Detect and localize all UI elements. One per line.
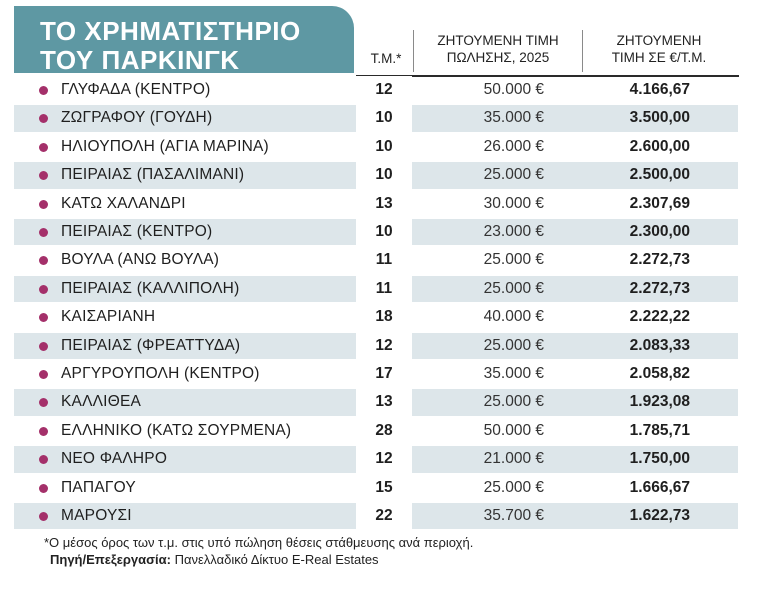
header-ppm-line-1: ΖΗΤΟΥΜΕΝΗ <box>616 33 702 48</box>
price-per-sqm: 2.083,33 <box>629 336 690 354</box>
tm-value: 17 <box>375 365 393 382</box>
price-per-sqm: 2.500,00 <box>629 166 690 184</box>
source-text: Πανελλαδικό Δίκτυο E-Real Estates <box>170 552 379 567</box>
table-row <box>0 303 778 331</box>
area-name: ΕΛΛΗΝΙΚΟ (ΚΑΤΩ ΣΟΥΡΜΕΝΑ) <box>61 421 292 439</box>
table-row <box>0 474 778 502</box>
asking-price: 35.700 € <box>483 507 544 524</box>
table-row <box>0 190 778 218</box>
header-price-line-1: ΖΗΤΟΥΜΕΝΗ ΤΙΜΗ <box>437 33 559 48</box>
price-per-sqm: 1.785,71 <box>629 421 690 439</box>
price-per-sqm: 1.622,73 <box>629 507 690 524</box>
bullet-dot-icon <box>39 86 48 95</box>
header-ppm-line-2: ΤΙΜΗ ΣΕ €/Τ.Μ. <box>611 50 707 65</box>
asking-price: 25.000 € <box>483 166 544 184</box>
asking-price: 21.000 € <box>483 450 544 468</box>
tm-value: 22 <box>375 507 393 524</box>
area-name: ΠΕΙΡΑΙΑΣ (ΚΑΛΛΙΠΟΛΗ) <box>61 279 240 297</box>
source-note <box>50 552 379 567</box>
bullet-dot-icon <box>39 200 48 209</box>
tm-value: 11 <box>375 279 393 297</box>
tm-value: 10 <box>375 109 393 127</box>
footnote: *Ο μέσος όρος των τ.μ. στις υπό πώληση θέσεις στάθμευσης ανά περιοχή. <box>44 535 474 550</box>
asking-price: 35.000 € <box>483 109 544 127</box>
price-per-sqm: 2.222,22 <box>629 308 690 326</box>
tm-value: 12 <box>375 336 393 354</box>
table-row <box>0 133 778 161</box>
area-name: ΚΑΛΛΙΘΕΑ <box>61 393 142 411</box>
tm-value: 10 <box>375 137 393 155</box>
bullet-dot-icon <box>39 228 48 237</box>
bullet-dot-icon <box>39 484 48 493</box>
tm-value: 15 <box>375 478 393 496</box>
area-name: ΑΡΓΥΡΟΥΠΟΛΗ (ΚΕΝΤΡΟ) <box>61 365 260 382</box>
header-tm: Τ.Μ.* <box>370 51 402 66</box>
tm-value: 18 <box>375 308 393 326</box>
price-per-sqm: 2.058,82 <box>629 365 690 382</box>
asking-price: 40.000 € <box>483 308 544 326</box>
bullet-dot-icon <box>39 512 48 521</box>
area-name: ΝΕΟ ΦΑΛΗΡΟ <box>61 450 168 468</box>
tm-value: 10 <box>375 166 393 184</box>
tm-value: 12 <box>375 81 393 98</box>
tm-value: 12 <box>375 450 393 468</box>
price-per-sqm: 2.272,73 <box>629 279 690 297</box>
price-per-sqm: 4.166,67 <box>629 81 690 98</box>
header-price-line-2: ΠΩΛΗΣΗΣ, 2025 <box>446 50 550 65</box>
table-row <box>0 502 778 530</box>
price-per-sqm: 1.666,67 <box>629 478 690 496</box>
asking-price: 50.000 € <box>483 421 544 439</box>
chart-title-line-2: ΤΟΥ ΠΑΡΚΙΝΓΚ <box>40 45 240 75</box>
tm-value: 10 <box>375 223 393 240</box>
area-name: ΖΩΓΡΑΦΟΥ (ΓΟΥΔΗ) <box>61 109 213 127</box>
area-name: ΠΕΙΡΑΙΑΣ (ΚΕΝΤΡΟ) <box>61 223 213 240</box>
table-row <box>0 246 778 274</box>
asking-price: 30.000 € <box>483 194 544 212</box>
tm-value: 28 <box>375 421 393 439</box>
bullet-dot-icon <box>39 342 48 351</box>
table-row <box>0 104 778 132</box>
asking-price: 50.000 € <box>483 81 544 98</box>
tm-value: 13 <box>375 194 393 212</box>
table-row <box>0 388 778 416</box>
area-name: ΜΑΡΟΥΣΙ <box>61 507 132 524</box>
table-row <box>0 275 778 303</box>
price-per-sqm: 2.272,73 <box>629 251 690 269</box>
area-name: ΗΛΙΟΥΠΟΛΗ (ΑΓΙΑ ΜΑΡΙΝΑ) <box>61 137 269 155</box>
area-name: ΠΕΙΡΑΙΑΣ (ΠΑΣΑΛΙΜΑΝΙ) <box>61 166 245 184</box>
bullet-dot-icon <box>39 285 48 294</box>
table-row <box>0 332 778 360</box>
asking-price: 25.000 € <box>483 393 544 411</box>
source-label: Πηγή/Επεξεργασία: <box>50 552 171 567</box>
price-per-sqm: 2.300,00 <box>629 223 690 240</box>
title-banner <box>14 6 354 73</box>
asking-price: 25.000 € <box>483 478 544 496</box>
table-row <box>0 218 778 246</box>
table-row <box>0 360 778 388</box>
asking-price: 26.000 € <box>483 137 544 155</box>
area-name: ΚΑΙΣΑΡΙΑΝΗ <box>61 308 156 326</box>
area-name: ΠΑΠΑΓΟΥ <box>61 478 136 496</box>
table-row <box>0 445 778 473</box>
asking-price: 25.000 € <box>483 336 544 354</box>
asking-price: 25.000 € <box>483 279 544 297</box>
tm-value: 13 <box>375 393 393 411</box>
asking-price: 35.000 € <box>483 365 544 382</box>
table-row <box>0 417 778 445</box>
chart-title-line-1: ΤΟ ΧΡΗΜΑΤΙΣΤΗΡΙΟ <box>40 16 301 46</box>
price-per-sqm: 3.500,00 <box>629 109 690 127</box>
area-name: ΒΟΥΛΑ (ΑΝΩ ΒΟΥΛΑ) <box>61 251 220 269</box>
header-price <box>414 32 582 66</box>
bullet-dot-icon <box>39 370 48 379</box>
tm-value: 11 <box>375 251 393 269</box>
price-per-sqm: 2.307,69 <box>629 194 690 212</box>
area-name: ΠΕΙΡΑΙΑΣ (ΦΡΕΑΤΤΥΔΑ) <box>61 336 241 354</box>
bullet-dot-icon <box>39 143 48 152</box>
area-name: ΚΑΤΩ ΧΑΛΑΝΔΡΙ <box>61 194 186 212</box>
price-per-sqm: 2.600,00 <box>629 137 690 155</box>
asking-price: 25.000 € <box>483 251 544 269</box>
asking-price: 23.000 € <box>483 223 544 240</box>
area-name: ΓΛΥΦΑΔΑ (ΚΕΝΤΡΟ) <box>61 81 211 98</box>
price-per-sqm: 1.750,00 <box>629 450 690 468</box>
table-row <box>0 76 778 104</box>
bullet-dot-icon <box>39 427 48 436</box>
header-price-per-sqm <box>582 32 736 66</box>
price-per-sqm: 1.923,08 <box>629 393 690 411</box>
table-row <box>0 161 778 189</box>
